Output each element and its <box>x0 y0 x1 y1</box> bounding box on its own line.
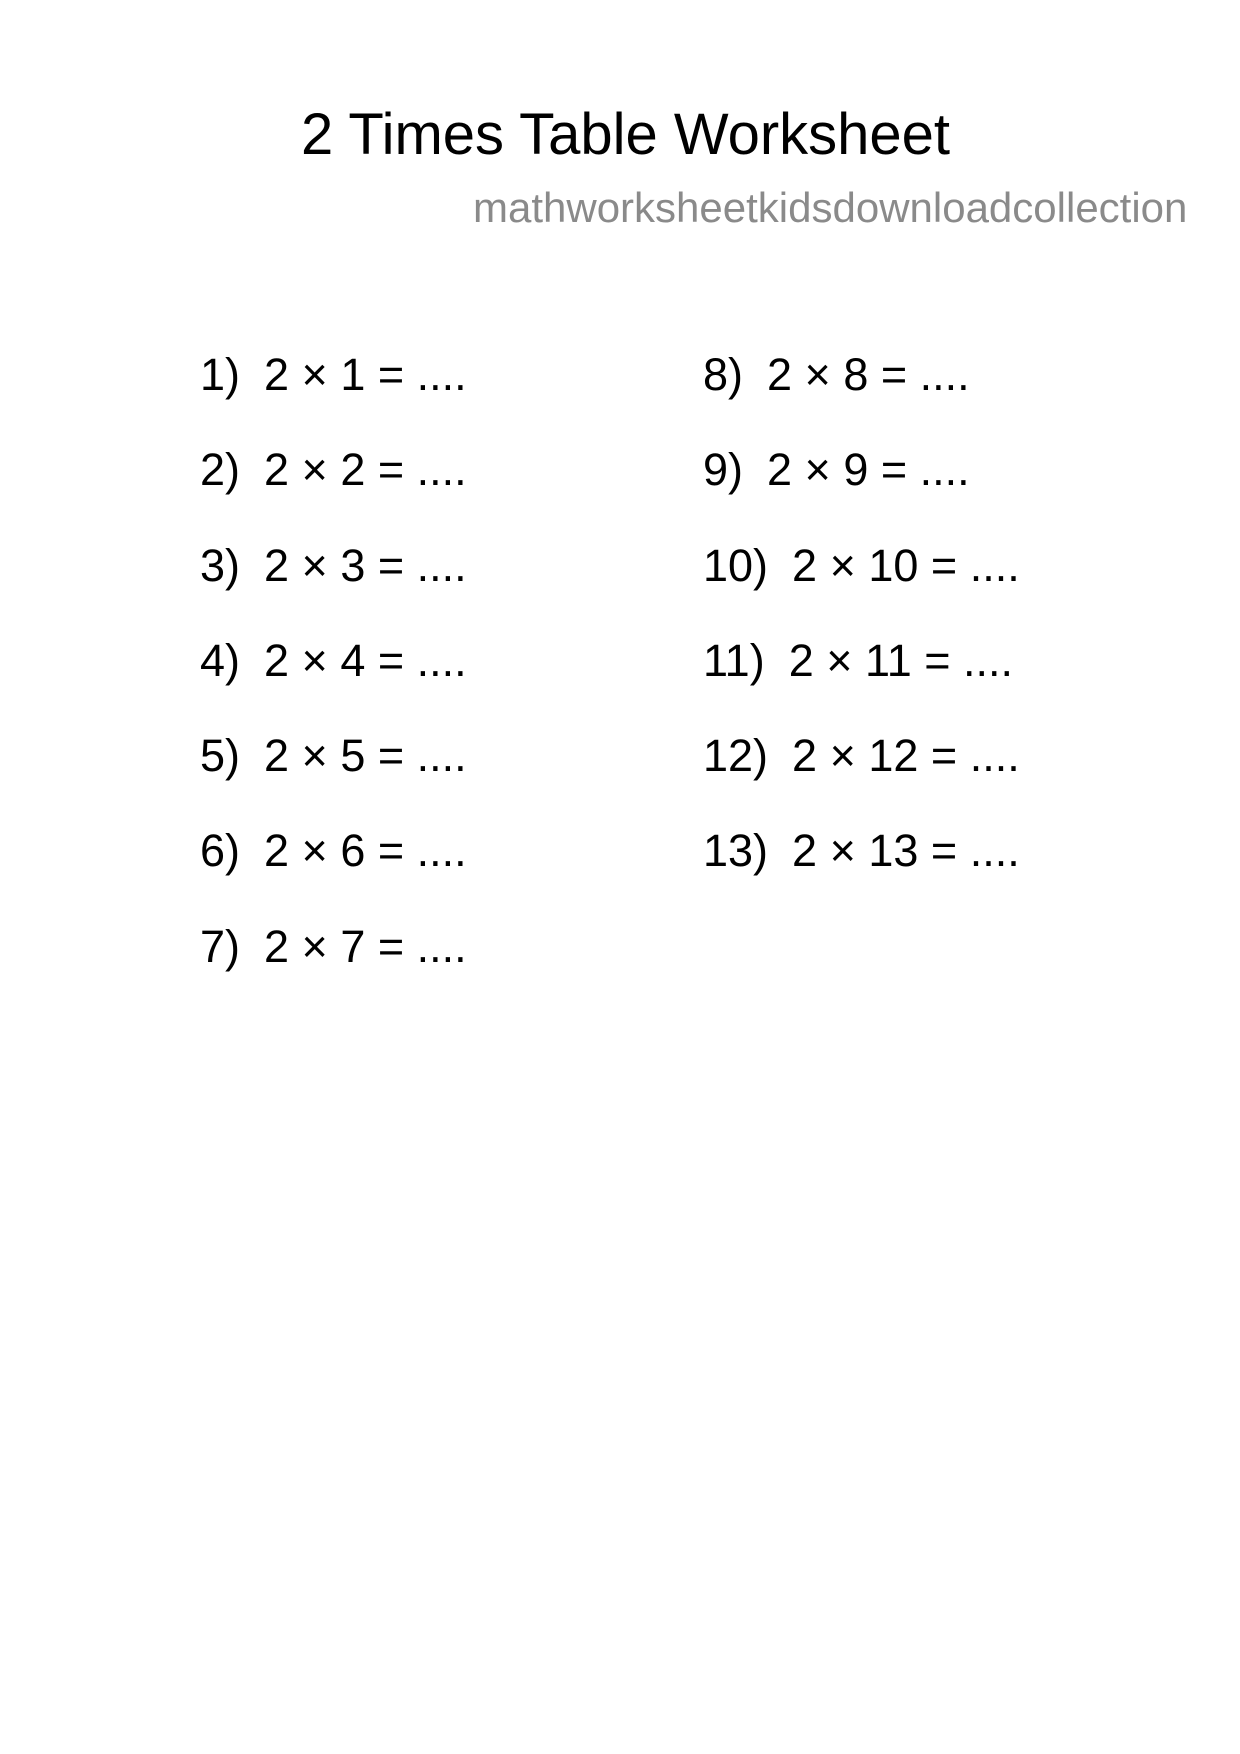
problem-number: 4) <box>200 634 241 686</box>
problem-item <box>703 348 1020 443</box>
problem-item <box>703 824 1020 919</box>
problem-expression: 2 × 7 = .... <box>264 920 467 972</box>
problem-number: 13) <box>703 825 769 877</box>
page-title: 2 Times Table Worksheet <box>301 102 951 167</box>
problem-item <box>200 634 467 729</box>
problem-expression: 2 × 4 = .... <box>264 634 467 686</box>
problem-expression: 2 × 12 = .... <box>792 730 1020 782</box>
problem-expression: 2 × 5 = .... <box>264 730 467 782</box>
problem-item <box>703 539 1020 634</box>
problem-item <box>200 348 467 443</box>
problem-number: 9) <box>703 444 744 496</box>
problem-item <box>200 443 467 538</box>
problem-number: 1) <box>200 349 241 400</box>
problems-left-column <box>200 348 467 1015</box>
problem-number: 3) <box>200 539 241 591</box>
problem-item <box>703 729 1020 824</box>
problem-expression: 2 × 1 = .... <box>264 349 467 400</box>
problem-expression: 2 × 10 = .... <box>792 539 1020 591</box>
problem-expression: 2 × 11 = .... <box>788 634 1014 686</box>
problem-number: 11) <box>703 634 765 686</box>
problem-number: 10) <box>703 539 769 591</box>
problem-expression: 2 × 13 = .... <box>792 825 1020 877</box>
problem-expression: 2 × 8 = .... <box>767 349 970 400</box>
problem-number: 8) <box>703 349 744 400</box>
problem-item <box>200 824 467 919</box>
problem-item <box>200 729 467 824</box>
problems-right-column <box>703 348 1020 920</box>
problem-expression: 2 × 3 = .... <box>264 539 467 591</box>
problem-expression: 2 × 9 = .... <box>767 444 970 496</box>
problem-number: 6) <box>200 825 241 877</box>
watermark-text: mathworksheetkidsdownloadcollection <box>473 184 1188 231</box>
problem-number: 12) <box>703 730 769 782</box>
problem-item <box>200 920 467 1015</box>
problem-item <box>703 443 1020 538</box>
problem-number: 2) <box>200 444 241 496</box>
problem-number: 5) <box>200 730 241 782</box>
problem-item <box>703 634 1020 729</box>
problem-expression: 2 × 2 = .... <box>264 444 467 496</box>
problem-number: 7) <box>200 920 241 972</box>
problem-item <box>200 539 467 634</box>
problem-expression: 2 × 6 = .... <box>264 825 467 877</box>
